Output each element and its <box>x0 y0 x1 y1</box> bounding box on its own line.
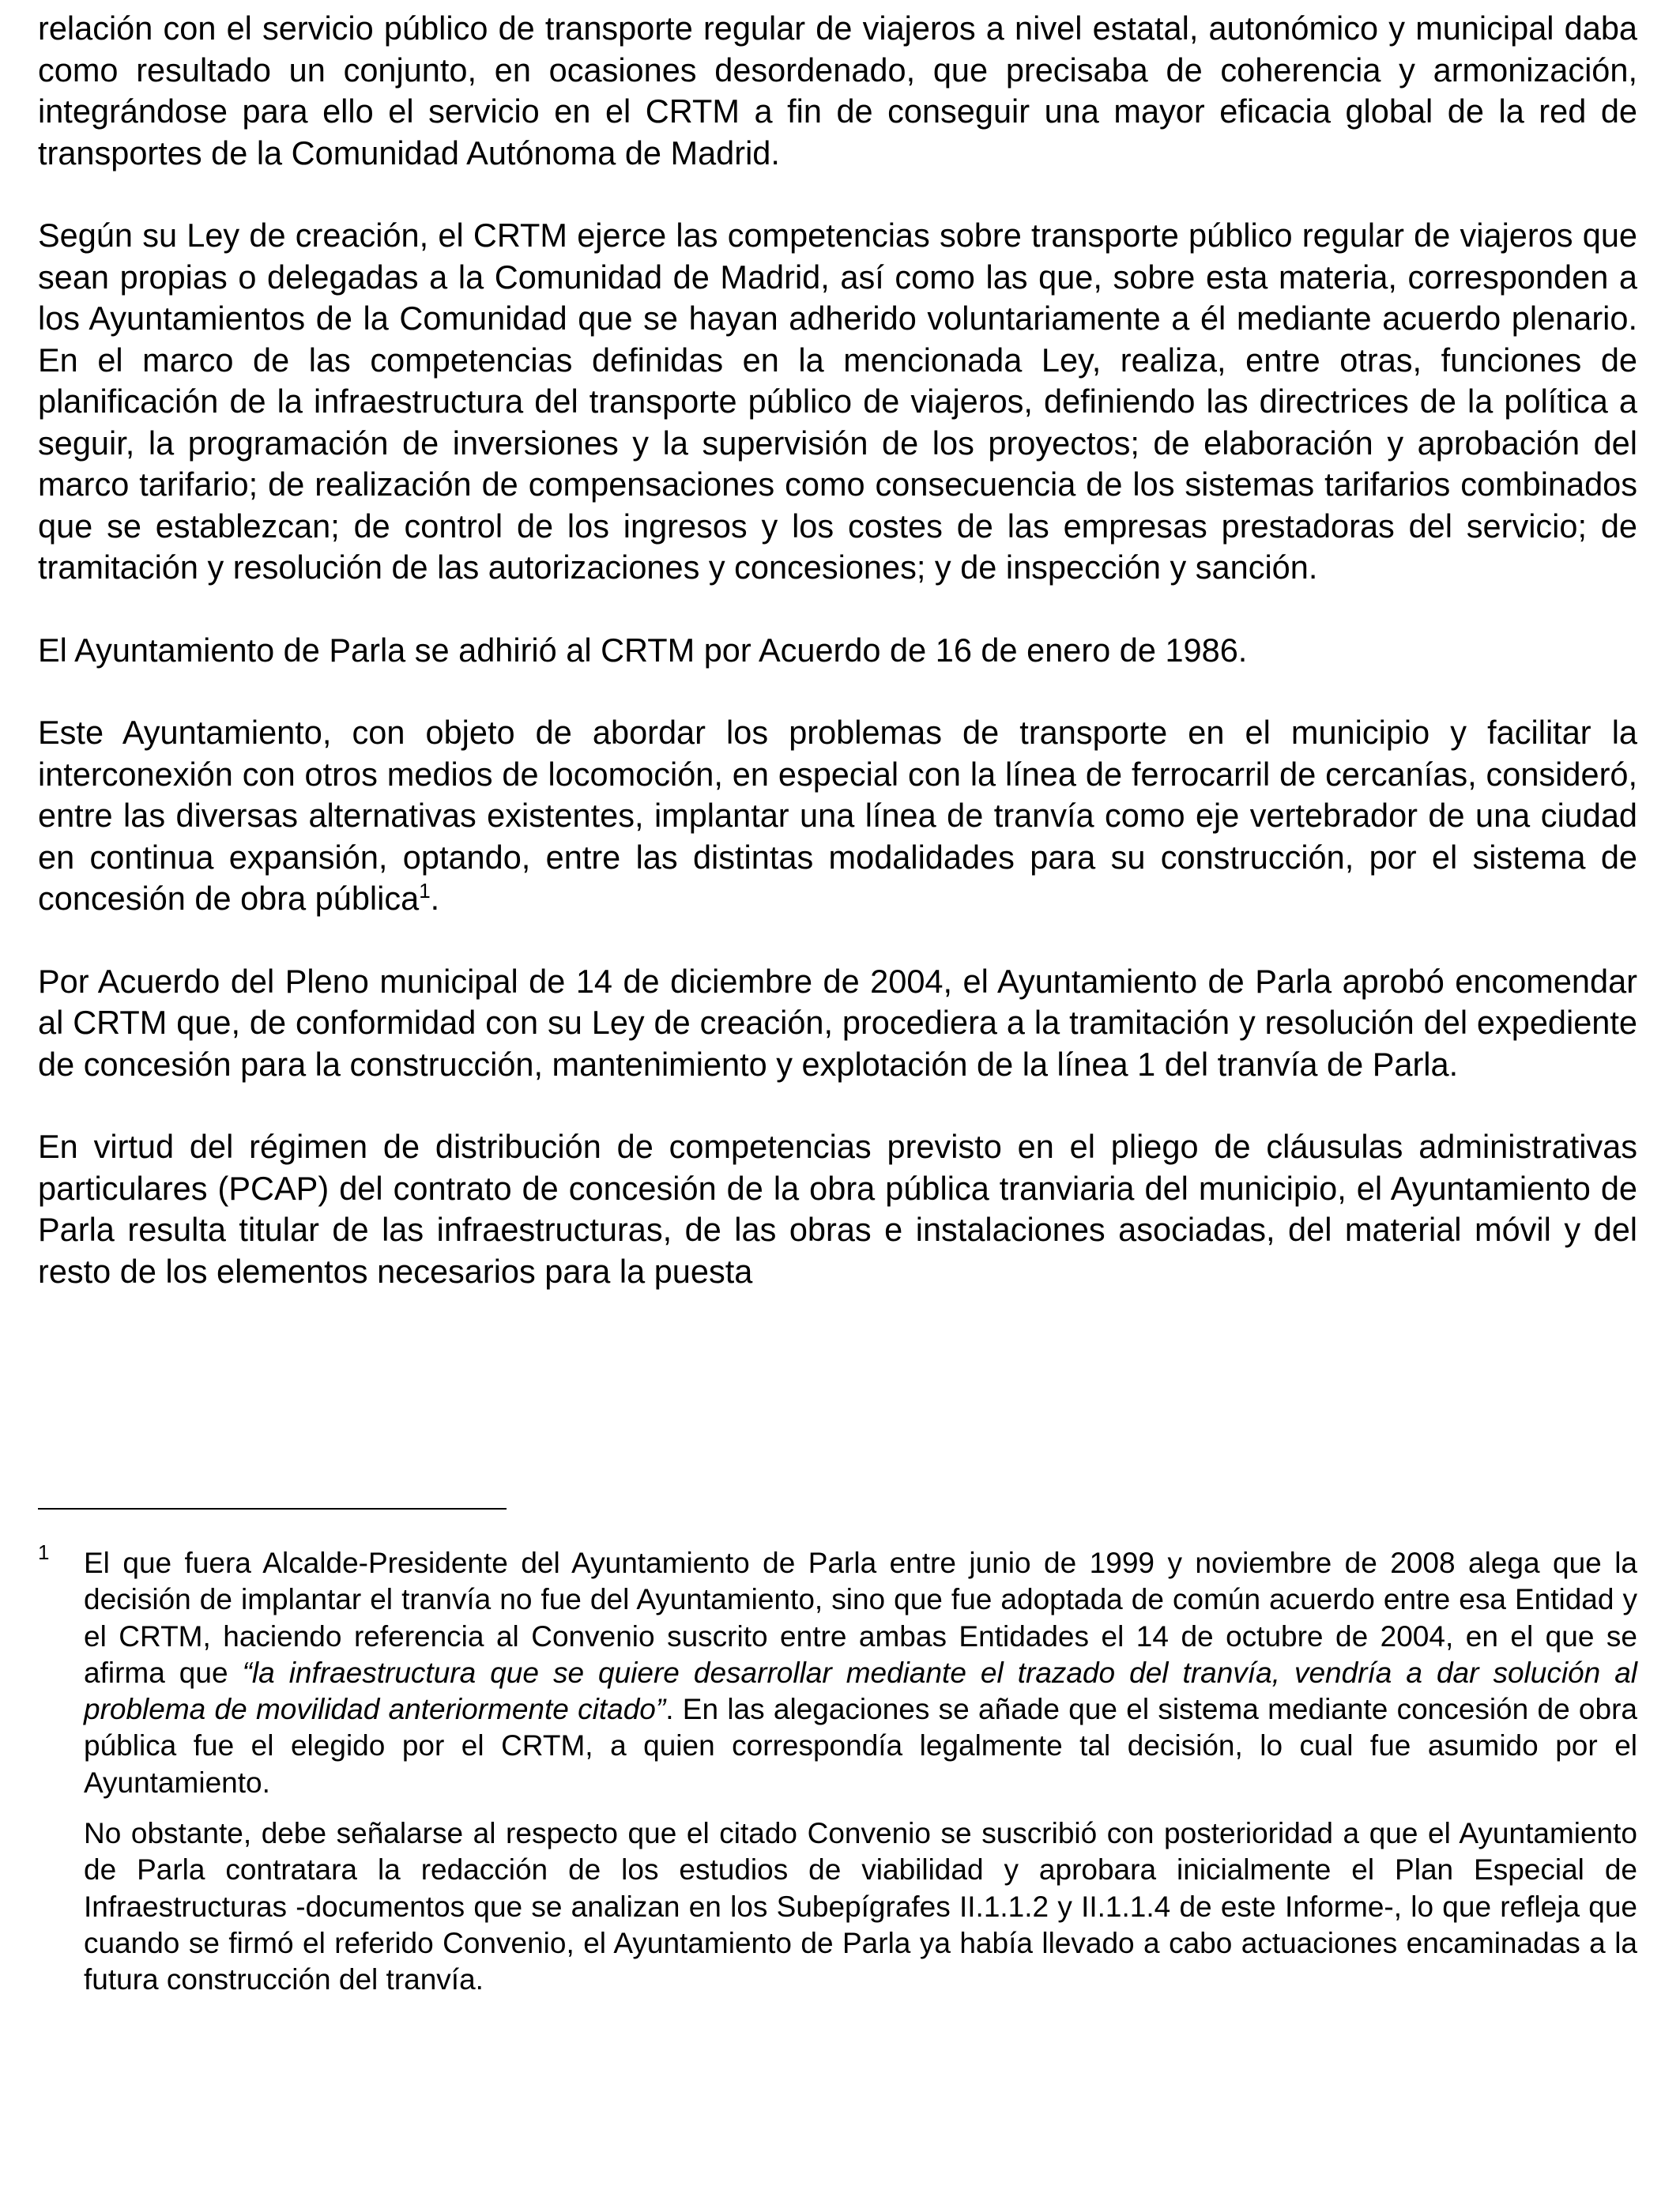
footnote-marker: 1 <box>38 1540 50 1564</box>
footnote-reference[interactable]: 1 <box>419 879 431 903</box>
footnote-text-before-quote: El que fuera Alcalde-Presidente del Ayuntamiento de Parla entre junio de 1999 y noviembre de 2008 alega que la decisión de implantar el tranvía no fue del Ayuntamiento, sino que fue adoptada de común acuerdo entre esa Entidad y el CRTM, haciendo referencia al Convenio suscrito entre ambas Entidades el 14 de octubre de 2004, en el que se afirma que <box>84 1547 1637 1689</box>
footnote-paragraph-2: No obstante, debe señalarse al respecto que el citado Convenio se suscribió con posterioridad a que el Ayuntamiento de Parla contratara la redacción de los estudios de viabilidad y aprobara inicialmente el Plan Especial de Infraestructuras -documentos que se analizan en los Subepígrafes II.1.1.2 y II.1.1.4 de este Informe-, lo que refleja que cuando se firmó el referido Convenio, el Ayuntamiento de Parla ya había llevado a cabo actuaciones encaminadas a la futura construcción del tranvía. <box>84 1817 1637 1996</box>
paragraph-pleno-agreement: Por Acuerdo del Pleno municipal de 14 de diciembre de 2004, el Ayuntamiento de Parla aprobó encomendar al CRTM que, de conformidad con su Ley de creación, procediera a la tramitación y resolución del expediente de concesión para la construcción, mantenimiento y explotación de la línea 1 del tranvía de Parla. <box>38 962 1637 1083</box>
paragraph-pcap-regime: En virtud del régimen de distribución de competencias previsto en el pliego de cláusulas administrativas particulares (PCAP) del contrato de concesión de la obra pública tranviaria del municipio, el Ayuntamiento de Parla resulta titular de las infraestructuras, de las obras e instalaciones asociadas, del material móvil y del resto de los elementos necesarios para la puesta <box>38 1128 1637 1290</box>
paragraph-tram-decision-text: Este Ayuntamiento, con objeto de abordar los problemas de transporte en el municipio y facilitar la interconexión con otros medios de locomoción, en especial con la línea de ferrocarril de cercanías, consideró, entre las diversas alternativas existentes, implantar una línea de tranvía como eje vertebrador de una ciudad en continua expansión, optando, entre las distintas modalidades para su construcción, por el sistema de concesión de obra pública <box>38 714 1637 917</box>
paragraph-crtm-competencies: Según su Ley de creación, el CRTM ejerce las competencias sobre transporte público regular de viajeros que sean propias o delegadas a la Comunidad de Madrid, así como las que, sobre esta materia, corresponden a los Ayuntamientos de la Comunidad que se hayan adherido voluntariamente a él mediante acuerdo plenario. En el marco de las competencias definidas en la mencionada Ley, realiza, entre otras, funciones de planificación de la infraestructura del transporte público de viajeros, definiendo las directrices de la política a seguir, la programación de inversiones y la supervisión de los proyectos; de elaboración y aprobación del marco tarifario; de realización de compensaciones como consecuencia de los sistemas tarifarios combinados que se establezcan; de control de los ingresos y los costes de las empresas prestadoras del servicio; de tramitación y resolución de las autorizaciones y concesiones; y de inspección y sanción. <box>38 217 1637 586</box>
paragraph-crtm-integration: relación con el servicio público de transporte regular de viajeros a nivel estatal, autonómico y municipal daba como resultado un conjunto, en ocasiones desordenado, que precisaba de coherencia y armonización, integrándose para ello el servicio en el CRTM a fin de conseguir una mayor eficacia global de la red de transportes de la Comunidad Autónoma de Madrid. <box>38 9 1637 172</box>
footnote-separator <box>38 1508 507 1510</box>
paragraph-tram-decision <box>38 712 1637 920</box>
document-body <box>38 8 1637 1333</box>
footnotes-section <box>38 1508 1637 2013</box>
paragraph-parla-adhesion: El Ayuntamiento de Parla se adhirió al CRTM por Acuerdo de 16 de enero de 1986. <box>38 631 1248 669</box>
footnote-paragraph-1 <box>84 1545 1637 1801</box>
paragraph-tram-decision-end: . <box>430 880 440 917</box>
footnote-quote: “la infraestructura que se quiere desarrollar mediante el trazado del tranvía, vendría a dar solución al problema de movilidad anteriormente citado” <box>84 1656 1637 1726</box>
footnote-1 <box>38 1540 1637 1999</box>
footnote-text-after-quote: . En las alegaciones se añade que el sistema mediante concesión de obra pública fue el elegido por el CRTM, a quien correspondía legalmente tal decisión, lo cual fue asumido por el Ayuntamiento. <box>84 1693 1637 1799</box>
